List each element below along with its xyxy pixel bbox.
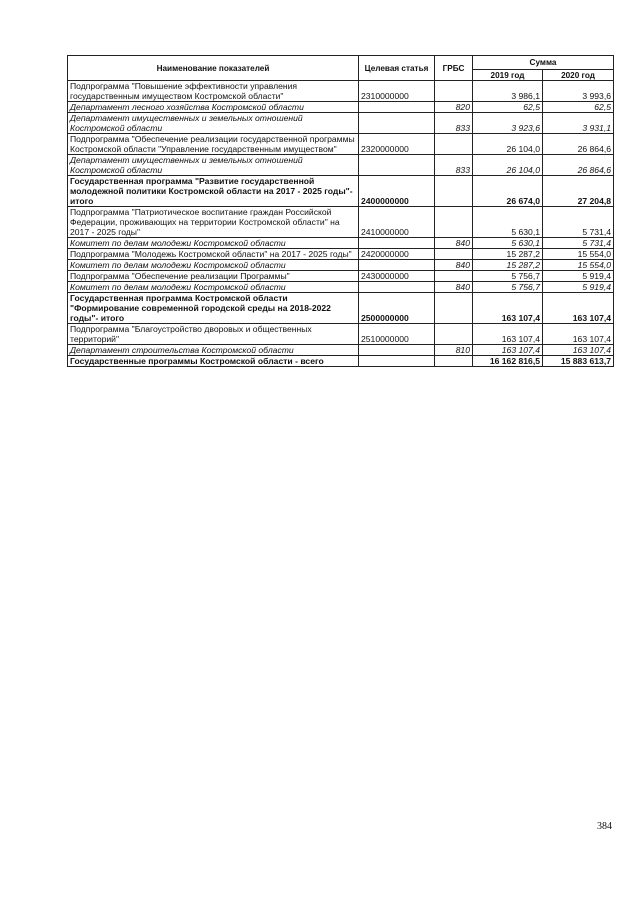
- table-row: [68, 260, 614, 271]
- row-code: 2410000000: [359, 207, 435, 238]
- row-code: [359, 102, 435, 113]
- row-name: Подпрограмма "Обеспечение реализации Программы": [68, 271, 359, 282]
- table-row: [68, 271, 614, 282]
- row-value-2019: 26 674,0: [473, 176, 543, 207]
- budget-table: [67, 55, 614, 367]
- row-code: 2310000000: [359, 81, 435, 102]
- row-value-2020: 5 731,4: [543, 238, 614, 249]
- row-grbs: 840: [435, 260, 473, 271]
- row-grbs: [435, 324, 473, 345]
- row-value-2019: 3 923,6: [473, 113, 543, 134]
- row-name: Комитет по делам молодежи Костромской области: [68, 282, 359, 293]
- header-sum: Сумма: [473, 56, 614, 70]
- row-value-2020: 15 554,0: [543, 260, 614, 271]
- header-year-2019: 2019 год: [473, 70, 543, 81]
- row-grbs: [435, 134, 473, 155]
- row-name: Департамент имущественных и земельных отношений Костромской области: [68, 155, 359, 176]
- row-code: 2430000000: [359, 271, 435, 282]
- row-name: Департамент строительства Костромской области: [68, 345, 359, 356]
- row-value-2020: 5 731,4: [543, 207, 614, 238]
- row-grbs: [435, 176, 473, 207]
- row-grbs: [435, 81, 473, 102]
- header-grbs: ГРБС: [435, 56, 473, 81]
- row-grbs: 840: [435, 238, 473, 249]
- row-code: [359, 260, 435, 271]
- header-code: Целевая статья: [359, 56, 435, 81]
- row-value-2019: 163 107,4: [473, 345, 543, 356]
- row-name: Комитет по делам молодежи Костромской области: [68, 260, 359, 271]
- row-name: Государственная программа Костромской области "Формирование современной городской среды на 2018-2022 годы"- итого: [68, 293, 359, 324]
- row-value-2019: 16 162 816,5: [473, 356, 543, 367]
- row-value-2020: 3 931,1: [543, 113, 614, 134]
- table-row: [68, 282, 614, 293]
- table-row: [68, 324, 614, 345]
- table-row: [68, 176, 614, 207]
- row-code: 2320000000: [359, 134, 435, 155]
- row-name: Подпрограмма "Молодежь Костромской области" на 2017 - 2025 годы": [68, 249, 359, 260]
- table-row: [68, 356, 614, 367]
- row-grbs: 833: [435, 155, 473, 176]
- row-value-2019: 15 287,2: [473, 260, 543, 271]
- row-grbs: 840: [435, 282, 473, 293]
- row-code: 2420000000: [359, 249, 435, 260]
- row-grbs: 810: [435, 345, 473, 356]
- table-row: [68, 207, 614, 238]
- table-row: [68, 102, 614, 113]
- row-code: [359, 155, 435, 176]
- row-value-2020: 163 107,4: [543, 293, 614, 324]
- table-row: [68, 293, 614, 324]
- row-value-2019: 15 287,2: [473, 249, 543, 260]
- row-code: [359, 238, 435, 249]
- row-value-2020: 163 107,4: [543, 324, 614, 345]
- table-body: [68, 81, 614, 367]
- header-year-2020: 2020 год: [543, 70, 614, 81]
- row-value-2019: 163 107,4: [473, 293, 543, 324]
- row-value-2020: 5 919,4: [543, 271, 614, 282]
- row-grbs: [435, 249, 473, 260]
- row-value-2020: 163 107,4: [543, 345, 614, 356]
- row-grbs: [435, 271, 473, 282]
- table-row: [68, 81, 614, 102]
- row-name: Департамент лесного хозяйства Костромской области: [68, 102, 359, 113]
- page-number: 384: [597, 821, 612, 832]
- row-name: Департамент имущественных и земельных отношений Костромской области: [68, 113, 359, 134]
- row-value-2019: 5 630,1: [473, 207, 543, 238]
- row-name: Комитет по делам молодежи Костромской области: [68, 238, 359, 249]
- row-name: Подпрограмма "Благоустройство дворовых и общественных территорий": [68, 324, 359, 345]
- header-name: Наименование показателей: [68, 56, 359, 81]
- row-value-2019: 3 986,1: [473, 81, 543, 102]
- row-name: Государственные программы Костромской области - всего: [68, 356, 359, 367]
- row-value-2020: 26 864,6: [543, 155, 614, 176]
- row-value-2020: 27 204,8: [543, 176, 614, 207]
- row-name: Подпрограмма "Повышение эффективности управления государственным имуществом Костромской области": [68, 81, 359, 102]
- row-value-2019: 26 104,0: [473, 134, 543, 155]
- table-row: [68, 155, 614, 176]
- row-value-2020: 62,5: [543, 102, 614, 113]
- table-header: [68, 56, 614, 81]
- row-value-2019: 5 756,7: [473, 282, 543, 293]
- row-value-2019: 5 756,7: [473, 271, 543, 282]
- row-value-2019: 163 107,4: [473, 324, 543, 345]
- table-row: [68, 345, 614, 356]
- row-code: 2510000000: [359, 324, 435, 345]
- row-grbs: 820: [435, 102, 473, 113]
- row-code: [359, 345, 435, 356]
- row-value-2019: 26 104,0: [473, 155, 543, 176]
- row-code: 2400000000: [359, 176, 435, 207]
- row-code: [359, 282, 435, 293]
- row-grbs: 833: [435, 113, 473, 134]
- row-value-2019: 62,5: [473, 102, 543, 113]
- row-value-2020: 15 883 613,7: [543, 356, 614, 367]
- row-value-2020: 5 919,4: [543, 282, 614, 293]
- table-row: [68, 249, 614, 260]
- row-grbs: [435, 356, 473, 367]
- row-value-2019: 5 630,1: [473, 238, 543, 249]
- row-code: [359, 356, 435, 367]
- row-value-2020: 26 864,6: [543, 134, 614, 155]
- table-row: [68, 134, 614, 155]
- table-row: [68, 238, 614, 249]
- row-code: 2500000000: [359, 293, 435, 324]
- row-value-2020: 15 554,0: [543, 249, 614, 260]
- row-name: Государственная программа "Развитие государственной молодежной политики Костромской области на 2017 - 2025 годы"- итого: [68, 176, 359, 207]
- row-name: Подпрограмма "Патриотическое воспитание граждан Российской Федерации, проживающих на территории Костромской области" на 2017 - 2025 годы": [68, 207, 359, 238]
- row-grbs: [435, 293, 473, 324]
- table-row: [68, 113, 614, 134]
- row-grbs: [435, 207, 473, 238]
- row-code: [359, 113, 435, 134]
- row-name: Подпрограмма "Обеспечение реализации государственной программы Костромской области "Управление государственным имуществом": [68, 134, 359, 155]
- row-value-2020: 3 993,6: [543, 81, 614, 102]
